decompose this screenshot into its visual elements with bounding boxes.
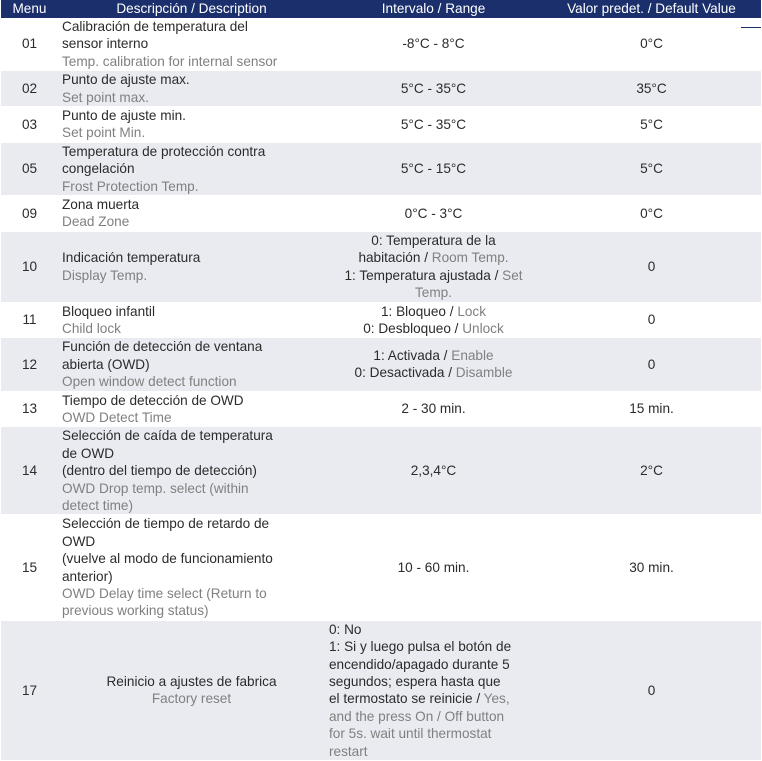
range-text-english: Yes,: [483, 691, 510, 707]
range-line: [329, 708, 538, 725]
default-value: 0: [542, 620, 761, 760]
range-line: [329, 347, 538, 364]
range-cell: 0°C - 3°C: [325, 196, 542, 232]
header-description: Descripción / Description: [58, 0, 325, 18]
range-cell: 5°C - 35°C: [325, 71, 542, 107]
description-spanish: Reinicio a ajustes de fabrica: [106, 674, 277, 690]
table-row: [1, 107, 761, 143]
table-row: [1, 142, 761, 195]
range-cell: 5°C - 35°C: [325, 107, 542, 143]
range-cell: [325, 302, 542, 338]
header-underline-decoration: [741, 27, 761, 28]
description-spanish: de OWD: [62, 445, 115, 461]
range-cell: [325, 338, 542, 391]
range-text-spanish: encendido/apagado durante 5: [329, 656, 510, 672]
description-spanish: Bloqueo infantil: [62, 303, 155, 319]
description-spanish: (vuelve al modo de funcionamiento: [62, 551, 273, 567]
default-value: 35°C: [542, 71, 761, 107]
description-cell: [58, 620, 325, 760]
description-spanish: Función de detección de ventana: [62, 339, 263, 355]
description-spanish: anterior): [62, 568, 113, 584]
range-line: [329, 690, 538, 707]
range-text-english: Room Temp.: [431, 250, 509, 266]
table-row: [1, 515, 761, 620]
default-value: 2°C: [542, 427, 761, 515]
range-line: [329, 673, 538, 690]
description-english: Open window detect function: [62, 374, 237, 390]
range-cell: 2,3,4°C: [325, 427, 542, 515]
table-row: [1, 18, 761, 71]
default-value: 0: [542, 338, 761, 391]
range-line: [329, 249, 538, 266]
description-spanish: Punto de ajuste max.: [62, 72, 190, 88]
range-cell: [325, 620, 542, 760]
range-text-spanish: habitación /: [358, 250, 432, 266]
table-row: [1, 391, 761, 427]
range-text-spanish: 0: Desbloqueo /: [363, 320, 463, 336]
settings-table: [1, 0, 761, 761]
range-text-english: Temp.: [414, 285, 453, 301]
table-header-row: [1, 0, 761, 18]
range-line: [329, 725, 538, 742]
menu-code: 12: [1, 338, 58, 391]
description-cell: [58, 18, 325, 71]
description-english: detect time): [62, 497, 134, 513]
default-value: 15 min.: [542, 391, 761, 427]
range-cell: -8°C - 8°C: [325, 18, 542, 71]
default-value: 5°C: [542, 107, 761, 143]
description-spanish: sensor interno: [62, 36, 149, 52]
default-value: 5°C: [542, 142, 761, 195]
range-text-english: restart: [329, 743, 368, 759]
range-text-english: Set: [502, 267, 523, 283]
default-value: 0°C: [542, 196, 761, 232]
table-row: [1, 620, 761, 760]
table-row: [1, 427, 761, 515]
description-spanish: abierta (OWD): [62, 356, 150, 372]
description-spanish: Punto de ajuste min.: [62, 108, 186, 124]
range-line: [329, 656, 538, 673]
range-cell: 2 - 30 min.: [325, 391, 542, 427]
description-cell: [58, 302, 325, 338]
range-text-spanish: segundos; espera hasta que: [329, 674, 501, 690]
default-value: 0: [542, 302, 761, 338]
range-line: [329, 284, 538, 301]
header-range: Intervalo / Range: [325, 0, 542, 18]
menu-code: 03: [1, 107, 58, 143]
description-spanish: Calibración de temperatura del: [62, 19, 248, 34]
default-value: 0°C: [542, 18, 761, 71]
range-line: [329, 364, 538, 381]
range-line: [329, 638, 538, 655]
description-english: Dead Zone: [62, 214, 130, 230]
description-cell: [58, 71, 325, 107]
range-line: [329, 267, 538, 284]
description-english: Set point Min.: [62, 125, 146, 141]
menu-code: 14: [1, 427, 58, 515]
range-text-english: and the press On / Off button: [329, 708, 505, 724]
range-text-english: Lock: [457, 303, 487, 319]
description-english: OWD Drop temp. select (within: [62, 480, 249, 496]
description-english: Factory reset: [151, 691, 232, 707]
header-default: Valor predet. / Default Value: [542, 0, 761, 18]
description-english: Temp. calibration for internal sensor: [62, 53, 278, 69]
description-english: OWD Delay time select (Return to: [62, 586, 267, 601]
description-cell: [58, 142, 325, 195]
range-text-spanish: 1: Bloqueo /: [380, 303, 458, 319]
range-text-spanish: 0: Temperatura de la: [371, 232, 496, 248]
description-english: Display Temp.: [62, 267, 148, 283]
menu-code: 17: [1, 620, 58, 760]
description-english: OWD Detect Time: [62, 409, 172, 425]
table-row: [1, 196, 761, 232]
range-line: [329, 303, 538, 320]
description-english: Frost Protection Temp.: [62, 178, 199, 194]
description-english: Child lock: [62, 320, 121, 336]
menu-code: 05: [1, 142, 58, 195]
default-value: 0: [542, 231, 761, 302]
default-value: 30 min.: [542, 515, 761, 620]
range-text-spanish: 0: Desactivada /: [354, 365, 456, 381]
description-cell: [58, 196, 325, 232]
menu-code: 11: [1, 302, 58, 338]
range-text-english: for 5s. wait until thermostat: [329, 726, 492, 742]
description-cell: [58, 391, 325, 427]
range-text-english: Unlock: [462, 320, 504, 336]
table-row: [1, 302, 761, 338]
description-spanish: congelación: [62, 161, 135, 177]
range-text-english: Enable: [451, 348, 494, 364]
description-spanish: OWD: [62, 533, 96, 549]
menu-code: 01: [1, 18, 58, 71]
description-english: Set point max.: [62, 89, 149, 105]
description-spanish: Zona muerta: [62, 197, 140, 213]
table-row: [1, 231, 761, 302]
menu-code: 09: [1, 196, 58, 232]
range-text-spanish: 0: No: [329, 621, 362, 637]
description-cell: [58, 338, 325, 391]
menu-code: 02: [1, 71, 58, 107]
range-text-english: Disamble: [455, 365, 513, 381]
description-spanish: Indicación temperatura: [62, 250, 201, 266]
range-text-spanish: 1: Activada /: [373, 348, 452, 364]
menu-code: 15: [1, 515, 58, 620]
range-text-spanish: 1: Si y luego pulsa el botón de: [329, 639, 512, 655]
description-cell: [58, 231, 325, 302]
range-line: [329, 743, 538, 760]
description-spanish: Selección de tiempo de retardo de: [62, 516, 270, 532]
table-body: [1, 18, 761, 761]
range-cell: [325, 231, 542, 302]
description-english: previous working status): [62, 603, 209, 619]
range-cell: 10 - 60 min.: [325, 515, 542, 620]
menu-code: 10: [1, 231, 58, 302]
range-line: [329, 232, 538, 249]
description-cell: [58, 515, 325, 620]
description-cell: [58, 107, 325, 143]
description-spanish: Tiempo de detección de OWD: [62, 392, 244, 408]
header-menu: Menu: [1, 0, 58, 18]
menu-code: 13: [1, 391, 58, 427]
range-cell: 5°C - 15°C: [325, 142, 542, 195]
range-line: [329, 320, 538, 337]
table-row: [1, 338, 761, 391]
description-spanish: Temperatura de protección contra: [62, 143, 266, 159]
table-row: [1, 71, 761, 107]
range-line: [329, 621, 538, 638]
range-text-spanish: el termostato se reinicie /: [329, 691, 484, 707]
description-cell: [58, 427, 325, 515]
description-spanish: (dentro del tiempo de detección): [62, 463, 257, 479]
range-text-spanish: 1: Temperatura ajustada /: [344, 267, 503, 283]
description-spanish: Selección de caída de temperatura: [62, 428, 273, 444]
